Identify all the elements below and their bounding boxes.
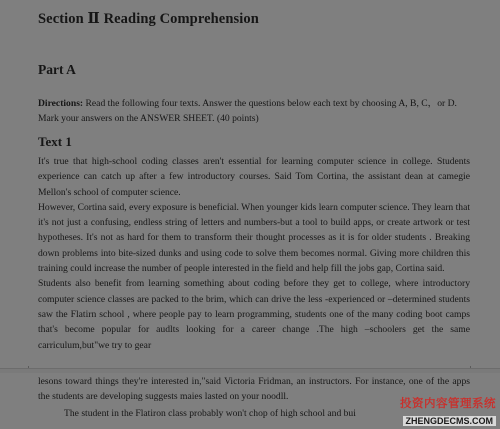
paragraph-2: However, Cortina said, every exposure is beneficial. When younger kids learn computer science. They learn that it's not just a confusing, endless string of letters and numbers-but a tool to build apps, or create artwork or test hypotheses. It's not as hard for them to transform their thought processes as it is for older students . Breaking down problems into bite-sized dunks and using code to solve them becomes normal. Giving more children this training could increase the number of people interested in the field and help fill the jobs gap, Cortina said.: [38, 201, 470, 275]
watermark-url: ZHENGDECMS.COM: [403, 416, 497, 426]
directions: [38, 96, 470, 126]
watermark-cn: 投资内容管理系统: [400, 396, 496, 410]
directions-label: Directions:: [38, 98, 84, 109]
continued-text: lesons toward things they're interested in,"said Victoria Fridman, an instructors. For instance, one of the apps the students are developing suggests maies lasted on your noodll.: [38, 376, 470, 403]
paragraph-1: It's true that high-school coding classes aren't essential for learning computer science in college. Students experience can catch up after a few introductory courses. Said Tom Cortina, the assistant dean at camegie Mellon's school of computer science.: [38, 156, 470, 198]
text-title: Text 1: [38, 134, 72, 149]
watermark-logo: [384, 395, 496, 425]
section-title: Section Ⅱ Reading Comprehension: [38, 11, 259, 27]
paragraph-3: Students also benefit from learning something about coding before they get to college, where introductory computer science classes are packed to the brim, which can drive the less -experienced or –determined students saw the Flatirn school , where people pay to learn programming, students one of the many coding boot camps that's become popular for audlts looking for a career change .The high –schoolers get the same carriculum,but"we try to gear: [38, 278, 470, 351]
part-title: Part A: [38, 62, 76, 77]
passage-body: [38, 154, 470, 353]
next-paragraph-start: The student in the Flatiron class probably won't chop of high school and bui: [64, 408, 356, 419]
page-break: [0, 368, 500, 373]
directions-text: Read the following four texts. Answer the questions below each text by choosing A, B, C，or D. Mark your answers on the ANSWER SHEET. (40 points): [38, 98, 457, 124]
